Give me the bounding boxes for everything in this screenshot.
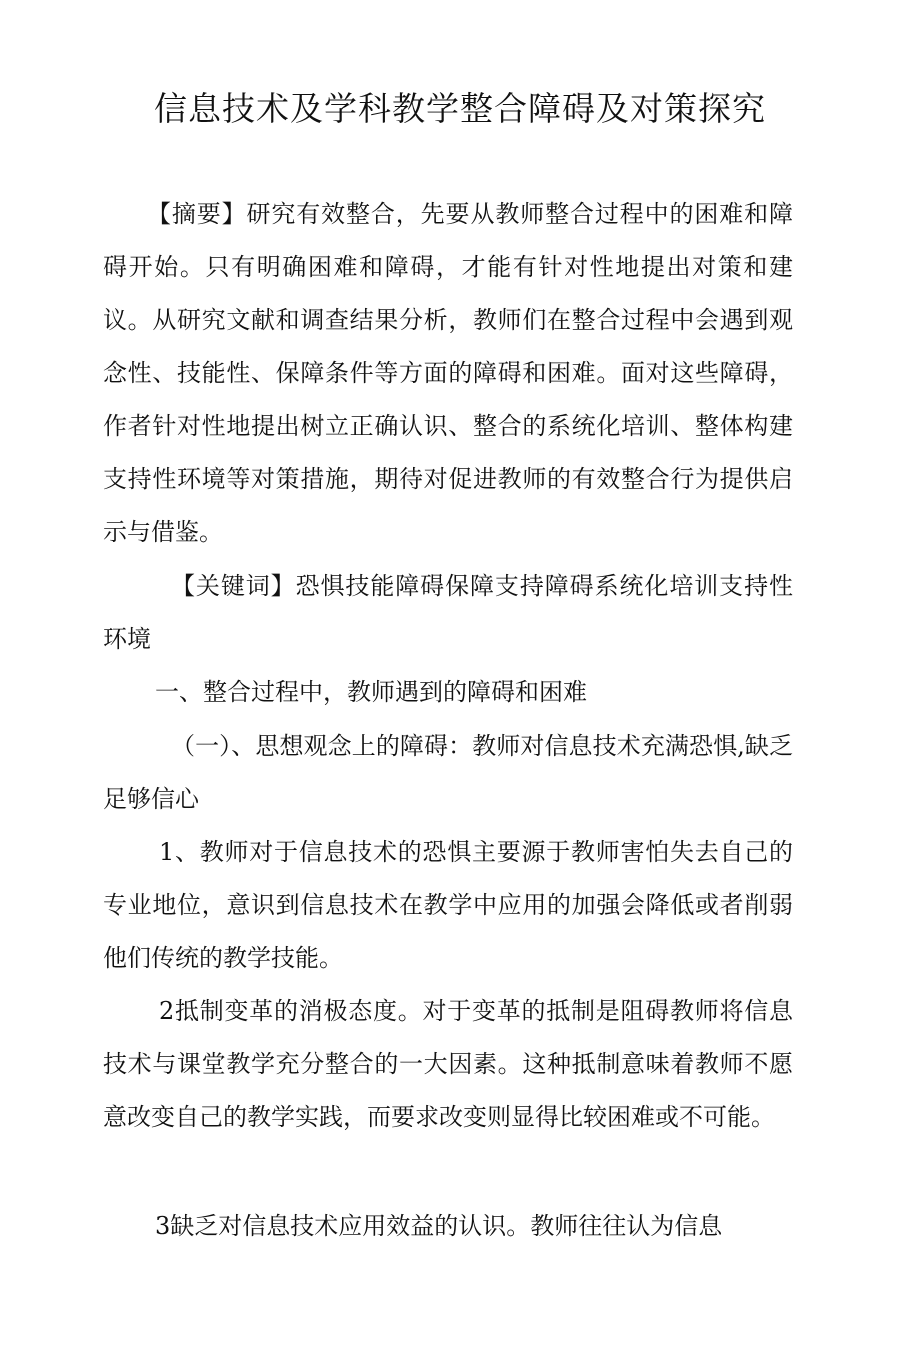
abstract-paragraph: 【摘要】研究有效整合，先要从教师整合过程中的困难和障碍开始。只有明确困难和障碍，才能有针对性地提出对策和建议。从研究文献和调查结果分析，教师们在整合过程中会遇到观念性、技能性、保障条件等方面的障碍和困难。面对这些障碍，作者针对性地提出树立正确认识、整合的系统化培训、整体构建支持性环境等对策措施，期待对促进教师的有效整合行为提供启示与借鉴。: [103, 200, 793, 546]
item-paragraph-3: 3缺乏对信息技术应用效益的认识。教师往往认为信息: [155, 1212, 723, 1240]
item-paragraph-2: 2抵制变革的消极态度。对于变革的抵制是阻碍教师将信息技术与课堂教学充分整合的一大因素。这种抵制意味着教师不愿意改变自己的教学实践，而要求改变则显得比较困难或不可能。: [103, 997, 793, 1131]
keywords-paragraph: 【关键词】恐惧技能障碍保障支持障碍系统化培训支持性环境: [103, 572, 793, 653]
subsection-heading-1: （一）、思想观念上的障碍：教师对信息技术充满恐惧,缺乏足够信心: [103, 732, 793, 813]
section-heading-1: 一、整合过程中，教师遇到的障碍和困难: [155, 678, 587, 706]
item-paragraph-1: 1、教师对于信息技术的恐惧主要源于教师害怕失去自己的专业地位，意识到信息技术在教学中应用的加强会降低或者削弱他们传统的教学技能。: [103, 838, 793, 972]
document-title: 信息技术及学科教学整合障碍及对策探究: [154, 89, 766, 128]
